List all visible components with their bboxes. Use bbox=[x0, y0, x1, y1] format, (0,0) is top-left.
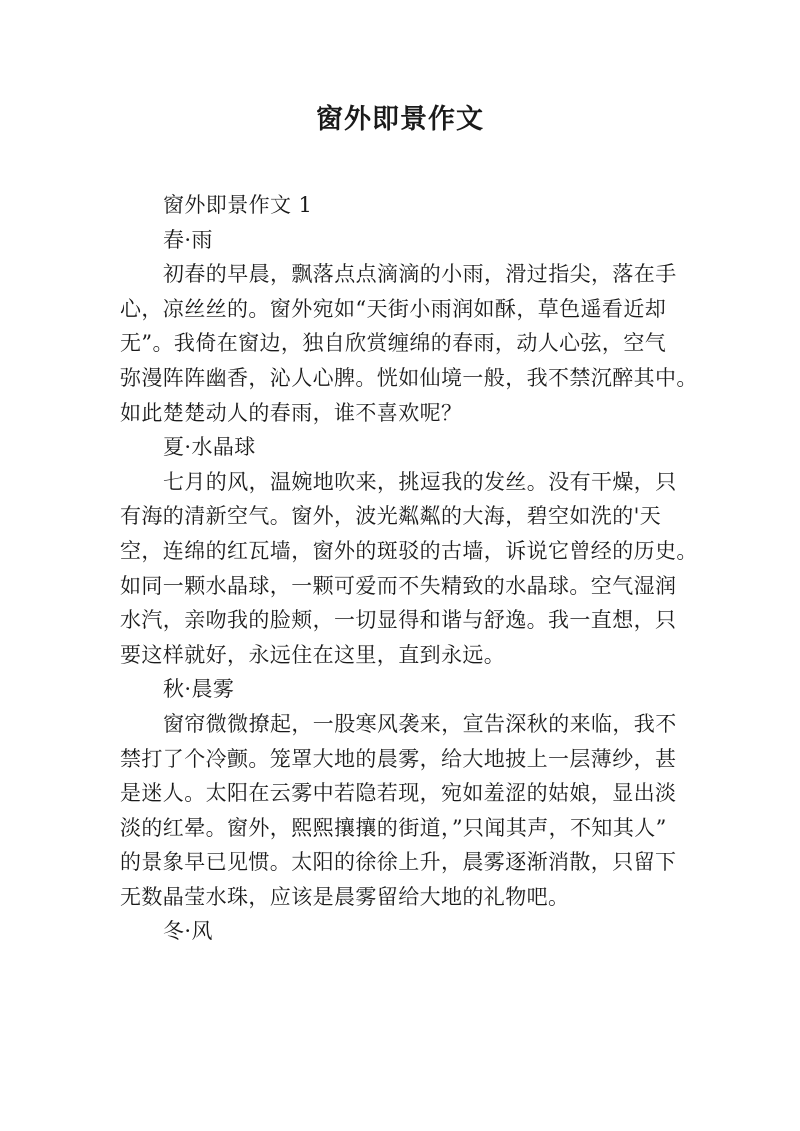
text-line: 禁打了个冷颤。笼罩大地的晨雾，给大地披上一层薄纱，甚 bbox=[120, 746, 677, 771]
text-line: 如此楚楚动人的春雨，谁不喜欢呢？ bbox=[120, 400, 463, 425]
text-line: 七月的风，温婉地吹来，挑逗我的发丝。没有干燥，只 bbox=[163, 469, 677, 494]
text-line: 是迷人。太阳在云雾中若隐若现，宛如羞涩的姑娘，显出淡 bbox=[120, 781, 677, 806]
text-line: 夏·水晶球 bbox=[163, 435, 256, 460]
text-line: 初春的早晨，飘落点点滴滴的小雨，滑过指尖，落在手 bbox=[163, 262, 677, 287]
text-line: 无数晶莹水珠，应该是晨雾留给大地的礼物吧。 bbox=[120, 884, 570, 909]
text-line: 心，凉丝丝的。窗外宛如“天街小雨润如酥，草色遥看近却 bbox=[120, 296, 667, 321]
text-line: 秋·晨雾 bbox=[163, 677, 235, 702]
page-title: 窗外即景作文 bbox=[316, 104, 484, 135]
text-line: 窗外即景作文 1 bbox=[163, 193, 313, 217]
text-line: 有海的清新空气。窗外，波光粼粼的大海，碧空如洗的'天 bbox=[120, 504, 662, 529]
text-line: 淡的红晕。窗外，熙熙攘攘的街道，”只闻其声，不知其人” bbox=[120, 815, 667, 840]
text-line: 如同一颗水晶球，一颗可爱而不失精致的水晶球。空气湿润 bbox=[120, 573, 677, 598]
text-line: 的景象早已见惯。太阳的徐徐上升，晨雾逐渐消散，只留下 bbox=[120, 850, 677, 875]
text-line: 水汽，亲吻我的脸颊，一切显得和谐与舒逸。我一直想，只 bbox=[120, 608, 677, 633]
text-line: 弥漫阵阵幽香，沁人心脾。恍如仙境一般，我不禁沉醉其中。 bbox=[120, 365, 698, 390]
text-line: 空，连绵的红瓦墙，窗外的斑驳的古墙，诉说它曾经的历史。 bbox=[120, 538, 698, 563]
text-line: 窗帘微微撩起，一股寒风袭来，宣告深秋的来临，我不 bbox=[163, 711, 677, 736]
document-body bbox=[120, 188, 698, 949]
text-line: 春·雨 bbox=[163, 227, 213, 252]
text-line: 冬·风 bbox=[163, 919, 213, 944]
text-line: 要这样就好，永远住在这里，直到永远。 bbox=[120, 642, 506, 667]
text-line: 无”。我倚在窗边，独自欣赏缠绵的春雨，动人心弦，空气 bbox=[120, 331, 667, 356]
